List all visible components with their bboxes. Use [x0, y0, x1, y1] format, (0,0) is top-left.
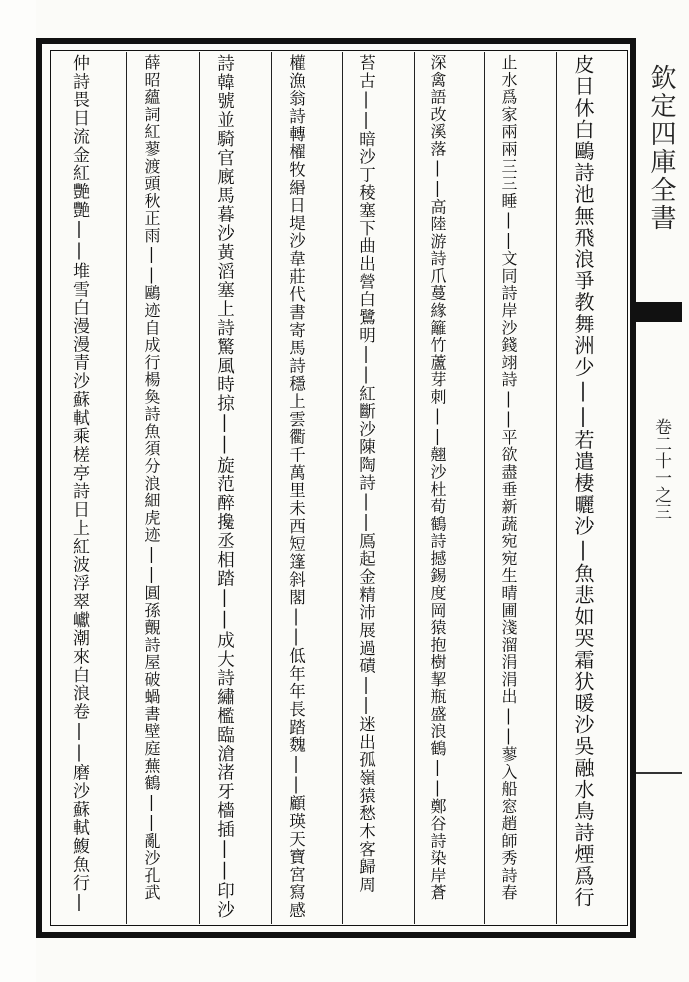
inner-frame — [50, 50, 628, 926]
text-column-7: 薛昭蘊詞紅蓼渡頭秋正雨||鷗迹自成行楊奐詩魚須分浪細虎迹||圓孫覿詩屋破蝸書壁庭蕪鶴||亂沙孔武 — [142, 54, 161, 902]
margin-rule — [636, 772, 682, 774]
text-column-6: 詩韓號並騎官廐馬暮沙黃滔塞上詩驚風時掠||旋范醉攙丞相踏||成大詩繡檻臨滄渚牙檣插||印沙 — [214, 54, 235, 920]
text-column-2: 止水爲家兩兩三三睡||文同詩岸沙錢翊詩||平欲盡垂新蔬宛宛生晴圃淺溜涓涓出||蓼入船窓趙師秀詩春 — [499, 54, 518, 902]
text-column-1: 皮日休白鷗詩池無飛浪爭教舞洲少||若遣棲曬沙|魚悲如哭霜犾暖沙吳融水鳥詩煙爲行 — [571, 54, 595, 909]
fishtail-mark — [636, 302, 682, 322]
column-rule — [342, 52, 343, 924]
margin-juan-label: 卷二十一之三 — [651, 418, 671, 520]
text-column-3: 深禽語改溪落||高陸游詩爪蔓緣籬竹蘆芽刺||翹沙杜荀鶴詩撼錫度岡猿抱樹挈瓶盛浪鶴||鄭谷詩染岸蒼 — [428, 54, 447, 902]
page-left-edge — [0, 0, 36, 982]
column-rule — [199, 52, 200, 924]
column-rule — [414, 52, 415, 924]
text-column-4: 苔古||暗沙丁稜塞下曲出營白鷺明||紅斷沙陳陶詩||鳫起金精沛展過磧||迷出孤嶺猿愁木客歸周 — [356, 54, 376, 894]
margin-book-title: 欽定四庫全書 — [646, 64, 676, 232]
column-rule — [271, 52, 272, 924]
text-column-8: 仲詩畏日流金紅艷艷||堆雪白漫漫青沙蘇軾乘槎亭詩日上紅波浮翠巘潮來白浪卷||磨沙蘇軾鰒魚行| — [69, 54, 89, 914]
column-rule — [484, 52, 485, 924]
column-rule — [556, 52, 557, 924]
text-column-5: 權漁翁詩轉櫂牧緡日堤沙韋莊代書寄馬詩穩上雲衢千萬里未西短篷斜閣||低年年長踏魏||顧瑛天寶宮寫感 — [286, 54, 306, 920]
column-rule — [126, 52, 127, 924]
